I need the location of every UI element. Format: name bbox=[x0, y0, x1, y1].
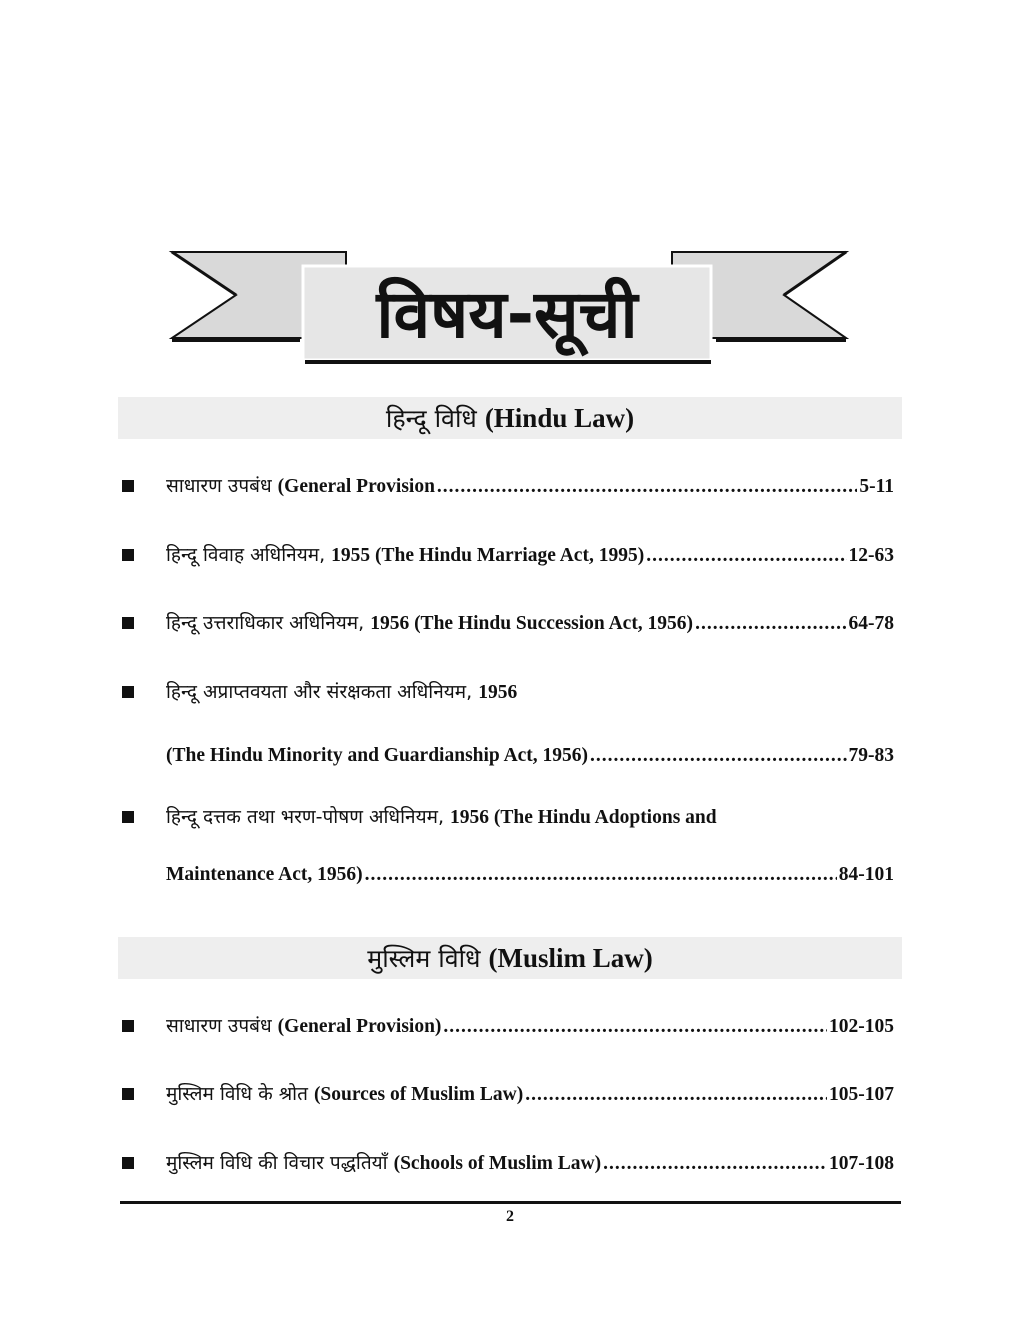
entry-title-devanagari: मुस्लिम विधि की विचार पद्धतियाँ bbox=[166, 1152, 388, 1174]
bullet-icon bbox=[122, 1020, 134, 1032]
bullet-icon bbox=[122, 549, 134, 561]
entry-title-english-continued: Maintenance Act, 1956) bbox=[166, 864, 363, 885]
dot-leader bbox=[443, 1016, 827, 1038]
bullet-icon bbox=[122, 686, 134, 698]
entry-title-devanagari: हिन्दू उत्तराधिकार अधिनियम, bbox=[166, 612, 365, 634]
bullet-icon bbox=[122, 480, 134, 492]
dot-leader bbox=[646, 545, 846, 567]
entry-page-range: 107-108 bbox=[829, 1153, 894, 1174]
entry-title-english: (General Provision bbox=[277, 476, 435, 497]
entry-page-range: 79-83 bbox=[848, 745, 894, 766]
entry-title-devanagari: हिन्दू अप्राप्तवयता और संरक्षकता अधिनियम, bbox=[166, 681, 473, 703]
entry-title-english: (General Provision) bbox=[277, 1016, 442, 1037]
entry-page-range: 5-11 bbox=[859, 476, 894, 497]
entry-title-english: (Schools of Muslim Law) bbox=[393, 1153, 602, 1174]
dot-leader bbox=[365, 864, 837, 886]
entry-title-english: 1956 (The Hindu Adoptions and bbox=[450, 807, 717, 828]
bullet-icon bbox=[122, 811, 134, 823]
entry-page-range: 102-105 bbox=[829, 1016, 894, 1037]
dot-leader bbox=[525, 1084, 827, 1106]
bullet-icon bbox=[122, 617, 134, 629]
entry-title-devanagari: हिन्दू विवाह अधिनियम, bbox=[166, 544, 326, 566]
entry-title-english: (Sources of Muslim Law) bbox=[313, 1084, 524, 1105]
section-heading-hindu-law bbox=[118, 397, 902, 439]
entry-title-english: 1955 (The Hindu Marriage Act, 1995) bbox=[331, 545, 645, 566]
dot-leader bbox=[590, 745, 846, 767]
section-heading-muslim-law bbox=[118, 937, 902, 979]
section-heading-devanagari: मुस्लिम विधि bbox=[367, 944, 481, 973]
entry-page-range: 64-78 bbox=[848, 613, 894, 634]
entry-title-english-continued: (The Hindu Minority and Guardianship Act, 1956) bbox=[166, 745, 589, 766]
dot-leader bbox=[437, 476, 857, 498]
entry-page-range: 12-63 bbox=[848, 545, 894, 566]
section-heading-english: (Hindu Law) bbox=[484, 402, 635, 433]
dot-leader bbox=[603, 1153, 827, 1175]
entry-title-devanagari: साधारण उपबंध bbox=[166, 1015, 272, 1037]
page-title: विषय-सूची bbox=[376, 276, 638, 353]
entry-page-range: 105-107 bbox=[829, 1084, 894, 1105]
bullet-icon bbox=[122, 1157, 134, 1169]
entry-page-range: 84-101 bbox=[838, 864, 894, 885]
footer-rule bbox=[120, 1201, 901, 1204]
bullet-icon bbox=[122, 1088, 134, 1100]
dot-leader bbox=[695, 613, 846, 635]
entry-title-devanagari: हिन्दू दत्तक तथा भरण-पोषण अधिनियम, bbox=[166, 806, 444, 828]
entry-title-devanagari: मुस्लिम विधि के श्रोत bbox=[166, 1083, 308, 1105]
page-number: 2 bbox=[506, 1208, 514, 1225]
entry-title-english: 1956 bbox=[478, 682, 518, 703]
section-heading-english: (Muslim Law) bbox=[488, 942, 653, 973]
entry-title-english: 1956 (The Hindu Succession Act, 1956) bbox=[370, 613, 694, 634]
title-ribbon bbox=[0, 0, 1020, 380]
section-heading-devanagari: हिन्दू विधि bbox=[385, 404, 477, 433]
entry-title-devanagari: साधारण उपबंध bbox=[166, 475, 272, 497]
